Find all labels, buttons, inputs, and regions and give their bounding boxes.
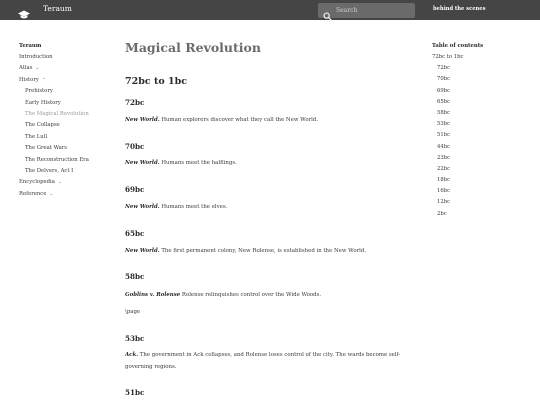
entry-place: New World.: [125, 160, 160, 166]
entry-place: Ack.: [125, 352, 139, 358]
entry-text: [125, 246, 415, 258]
sidebar-item[interactable]: [19, 63, 119, 74]
sidebar-item[interactable]: [19, 52, 119, 63]
toc-item[interactable]: 69bc: [437, 87, 451, 94]
entry-place: New World.: [125, 117, 160, 123]
sidebar-item[interactable]: [19, 166, 119, 177]
toc-item[interactable]: 70bc: [437, 76, 451, 83]
toc-item[interactable]: 16bc: [437, 188, 451, 195]
entry-text: [125, 115, 415, 127]
sidebar-item-label: The Delvers, Act I: [25, 167, 74, 174]
entry-heading: 70bc: [125, 142, 145, 151]
page-directive-text: \page: [125, 309, 141, 315]
sidebar-item[interactable]: [19, 109, 119, 120]
toc-item[interactable]: 22bc: [437, 165, 451, 172]
sidebar-item-label: Early History: [25, 99, 61, 106]
toc-item[interactable]: 58bc: [437, 109, 451, 116]
sidebar-item[interactable]: [19, 132, 119, 143]
main-content: [125, 0, 415, 405]
entry-heading: 65bc: [125, 229, 145, 238]
behind-the-scenes-link[interactable]: behind the scenes: [433, 6, 486, 12]
toc-item[interactable]: 2bc: [437, 210, 447, 217]
sidebar-item[interactable]: [19, 143, 119, 154]
sidebar-item[interactable]: [19, 189, 119, 200]
sidebar-item-label: The Collapse: [25, 122, 60, 129]
toc-item[interactable]: 44bc: [437, 143, 451, 150]
nav-title[interactable]: Teraum: [19, 43, 42, 49]
entry-place: Goblins v. Rolense: [125, 292, 181, 298]
sidebar-item-label: The Great Wars: [25, 145, 68, 152]
sidebar-item[interactable]: [19, 86, 119, 97]
entry-body: Humans meet the halflings.: [159, 160, 237, 166]
entry-heading: 72bc: [125, 98, 145, 107]
sidebar-item-label: The Reconstruction Era: [25, 156, 89, 163]
entry-heading: 58bc: [125, 272, 145, 281]
entry-heading: 69bc: [125, 185, 145, 194]
sidebar-item-label: Introduction: [19, 54, 53, 60]
entry-text: [125, 202, 415, 214]
entry-body: Human explorers discover what they call the New World.: [159, 117, 319, 123]
table-of-contents: [432, 41, 532, 220]
toc-item[interactable]: 53bc: [437, 121, 451, 128]
entry-body: Rolense relinquishes control over the Wide Woods.: [180, 292, 322, 298]
sidebar-item-label: Reference: [19, 190, 47, 197]
page-title: Magical Revolution: [125, 40, 261, 55]
sidebar-item[interactable]: [19, 177, 119, 188]
chevron-down-icon[interactable]: ⌄: [49, 191, 54, 197]
entry-text: [125, 290, 415, 302]
toc-item[interactable]: 12bc: [437, 199, 451, 206]
sidebar-item[interactable]: [19, 120, 119, 131]
site-title[interactable]: Teraum: [43, 4, 72, 13]
entry-place: New World.: [125, 204, 160, 210]
sidebar-item-label: The Magical Revolution: [25, 110, 89, 117]
entry-body: The first permanent colony, New Rolense, is established in the New World.: [159, 248, 367, 254]
sidebar-nav: [19, 41, 119, 200]
entry-text: [125, 350, 415, 373]
chevron-up-icon[interactable]: ⌃: [41, 77, 46, 83]
toc-item[interactable]: 23bc: [437, 154, 451, 161]
sidebar-item-label: The Lull: [25, 133, 48, 140]
entry-body: The government in Ack collapses, and Rolense loses control of the city. The wards become self-governing regions.: [125, 352, 401, 370]
sidebar-item-label: Encyclopedia: [19, 179, 55, 186]
sidebar-item[interactable]: [19, 98, 119, 109]
sidebar-item-label: Atlas: [19, 65, 33, 72]
section-heading: 72bc to 1bc: [125, 76, 188, 87]
entry-body: Humans meet the elves.: [159, 204, 228, 210]
graduation-cap-icon[interactable]: [18, 5, 30, 15]
toc-title: Table of contents: [432, 43, 484, 49]
sidebar-item[interactable]: [19, 75, 119, 86]
entry-place: New World.: [125, 248, 160, 254]
sidebar-item-label: Prehistory: [25, 88, 53, 95]
sidebar-item[interactable]: [19, 155, 119, 166]
sidebar-item-label: History: [19, 76, 39, 83]
toc-item[interactable]: 18bc: [437, 177, 451, 184]
toc-item[interactable]: 51bc: [437, 132, 451, 139]
toc-item[interactable]: 65bc: [437, 98, 451, 105]
entry-text: [125, 158, 415, 170]
chevron-down-icon[interactable]: ⌄: [57, 180, 62, 186]
entry-heading: 51bc: [125, 388, 145, 397]
toc-item[interactable]: 72bc: [437, 65, 451, 72]
chevron-down-icon[interactable]: ⌄: [35, 66, 40, 72]
entry-heading: 53bc: [125, 334, 145, 343]
toc-item[interactable]: 72bc to 1bc: [432, 54, 464, 60]
